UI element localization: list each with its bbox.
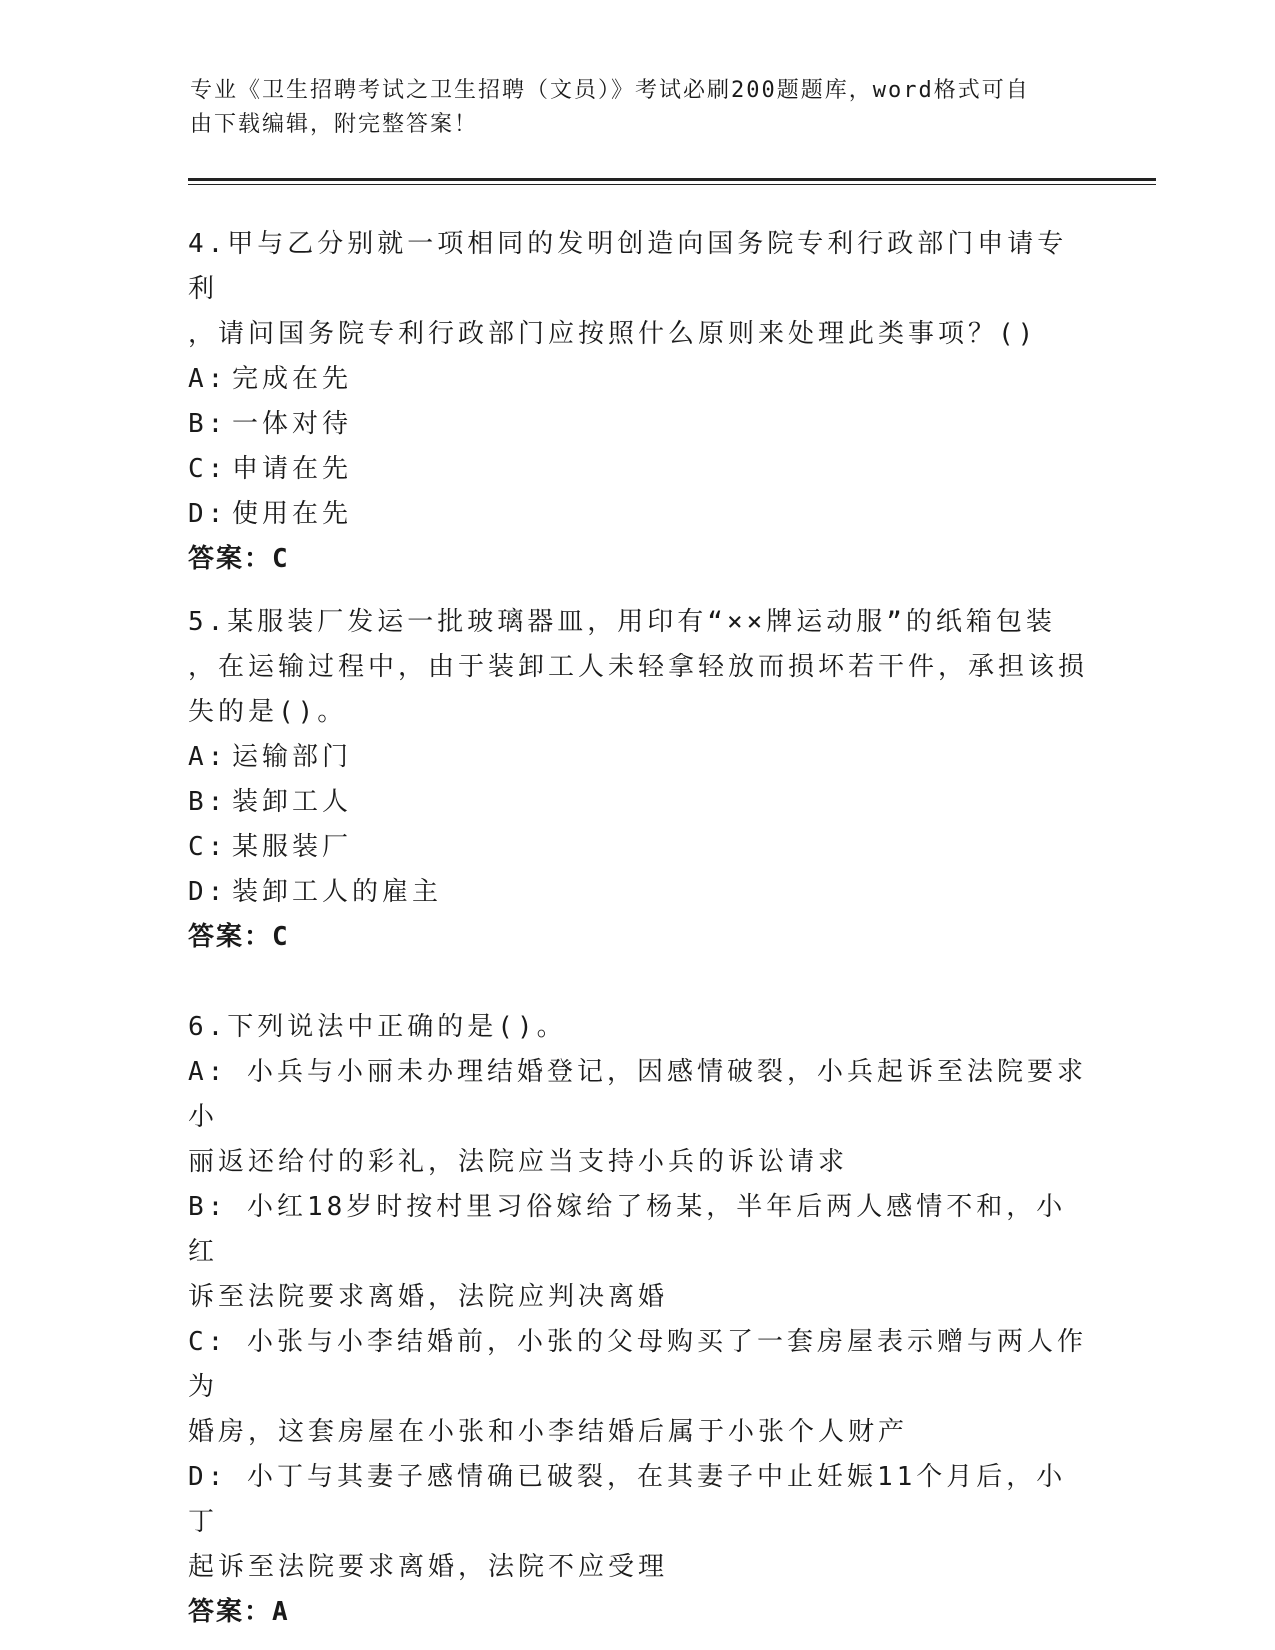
document-header [190, 74, 1090, 142]
answer: 答案：A [188, 1597, 290, 1627]
option-b-line-2: 诉至法院要求离婚，法院应判决离婚 [188, 1282, 669, 1312]
option-text: 装卸工人 [232, 787, 353, 817]
option-a-line-2: 丽返还给付的彩礼，法院应当支持小兵的诉讼请求 [188, 1147, 849, 1177]
question-stem-line: ，请问国务院专利行政部门应按照什么原则来处理此类事项？() [188, 319, 1038, 349]
option-c-line-1: C: 小张与小李结婚前，小张的父母购买了一套房屋表示赠与两人作为 [188, 1327, 1087, 1402]
question-stem-line: 4.甲与乙分别就一项相同的发明创造向国务院专利行政部门申请专利 [188, 229, 1068, 304]
question-stem-line: 6.下列说法中正确的是()。 [188, 1012, 567, 1042]
option-c [188, 447, 1088, 492]
option-label: B: [188, 409, 228, 439]
question-stem-line: ，在运输过程中，由于装卸工人未轻拿轻放而损坏若干件，承担该损 [188, 652, 1089, 682]
option-d [188, 492, 1088, 537]
question-stem-line: 5.某服装厂发运一批玻璃器皿，用印有“××牌运动服”的纸箱包装 [188, 607, 1056, 637]
question-5 [188, 600, 1088, 960]
question-4 [188, 222, 1088, 582]
option-label: A: [188, 364, 228, 394]
question-stem-line: 失的是()。 [188, 697, 348, 727]
header-divider-thick [188, 178, 1156, 181]
option-d-line-1: D: 小丁与其妻子感情确已破裂，在其妻子中止妊娠11个月后，小丁 [188, 1462, 1067, 1537]
header-divider-thin [188, 184, 1156, 185]
option-text: 一体对待 [232, 409, 353, 439]
question-6 [188, 1005, 1088, 1635]
answer: 答案：C [188, 922, 290, 952]
option-b [188, 780, 1088, 825]
option-text: 申请在先 [232, 454, 353, 484]
option-label: D: [188, 877, 228, 907]
option-a-line-1: A: 小兵与小丽未办理结婚登记，因感情破裂，小兵起诉至法院要求小 [188, 1057, 1087, 1132]
option-text: 完成在先 [232, 364, 353, 394]
header-line-1: 专业《卫生招聘考试之卫生招聘（文员）》考试必刷200题题库，word格式可自 [190, 78, 1030, 103]
option-b [188, 402, 1088, 447]
option-text: 某服装厂 [232, 832, 353, 862]
option-label: A: [188, 742, 228, 772]
option-a [188, 735, 1088, 780]
option-a [188, 357, 1088, 402]
option-d [188, 870, 1088, 915]
option-label: C: [188, 454, 228, 484]
option-label: B: [188, 787, 228, 817]
option-label: D: [188, 499, 228, 529]
option-text: 使用在先 [232, 499, 353, 529]
option-text: 装卸工人的雇主 [232, 877, 443, 907]
option-c-line-2: 婚房，这套房屋在小张和小李结婚后属于小张个人财产 [188, 1417, 909, 1447]
header-line-2: 由下载编辑，附完整答案！ [190, 112, 479, 137]
option-b-line-1: B: 小红18岁时按村里习俗嫁给了杨某，半年后两人感情不和，小红 [188, 1192, 1067, 1267]
option-d-line-2: 起诉至法院要求离婚，法院不应受理 [188, 1552, 669, 1582]
option-c [188, 825, 1088, 870]
answer: 答案：C [188, 544, 290, 574]
option-label: C: [188, 832, 228, 862]
option-text: 运输部门 [232, 742, 353, 772]
